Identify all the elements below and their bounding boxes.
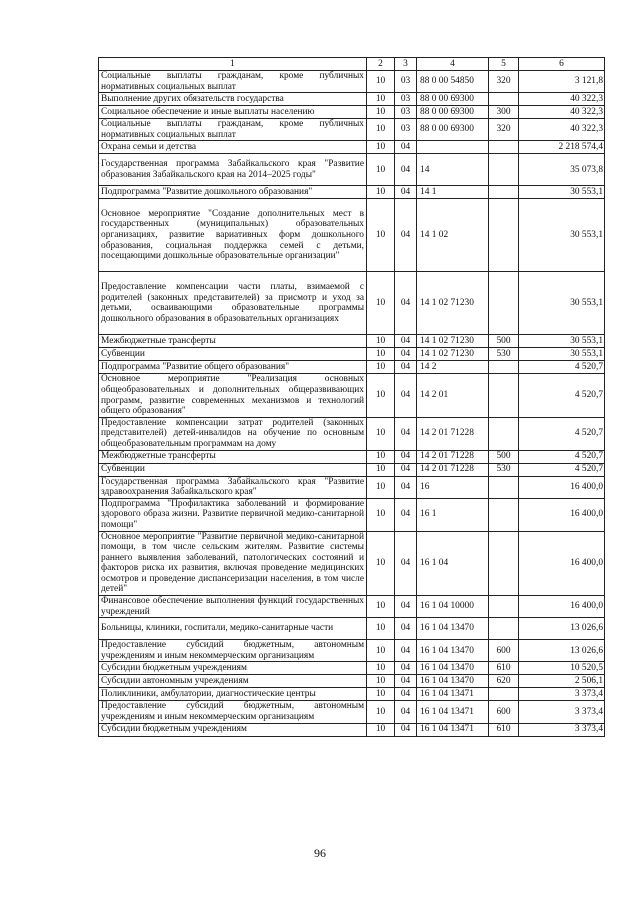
cell-section: 10 (367, 531, 395, 596)
table-row (99, 335, 605, 348)
cell-name: Предоставление субсидий бюджетным, автономным учреждениям и иным некоммерческим организациям (99, 640, 367, 662)
cell-amount: 30 553,1 (519, 186, 605, 199)
cell-subsection: 04 (395, 675, 417, 688)
cell-expense-type: 320 (489, 119, 519, 141)
budget-table-page (98, 57, 604, 737)
cell-section: 10 (367, 675, 395, 688)
cell-expense-type: 600 (489, 640, 519, 662)
cell-name: Социальные выплаты гражданам, кроме публичных нормативных социальных выплат (99, 119, 367, 141)
table-row (99, 701, 605, 723)
cell-subsection: 04 (395, 640, 417, 662)
cell-target-article: 16 1 04 13470 (417, 618, 489, 640)
table-row (99, 498, 605, 531)
cell-name: Субсидии бюджетным учреждениям (99, 723, 367, 736)
cell-amount: 16 400,0 (519, 596, 605, 618)
cell-target-article: 14 1 (417, 186, 489, 199)
table-row (99, 374, 605, 417)
cell-expense-type: 530 (489, 463, 519, 476)
cell-target-article: 14 (417, 154, 489, 186)
cell-amount: 16 400,0 (519, 476, 605, 498)
cell-name: Предоставление компенсации части платы, взимаемой с родителей (законных представителей) за присмотр и уход за детьми, осваивающими образовательные программы дошкольного образования в образовательных организациях (99, 272, 367, 335)
cell-expense-type: 500 (489, 335, 519, 348)
cell-section: 10 (367, 199, 395, 272)
cell-expense-type: 320 (489, 71, 519, 93)
cell-expense-type (489, 186, 519, 199)
cell-subsection: 04 (395, 154, 417, 186)
cell-subsection: 04 (395, 348, 417, 361)
cell-name: Субсидии бюджетным учреждениям (99, 662, 367, 675)
cell-name: Государственная программа Забайкальского края "Развитие образования Забайкальского края на 2014–2025 годы" (99, 154, 367, 186)
cell-amount: 3 373,4 (519, 701, 605, 723)
table-row (99, 476, 605, 498)
cell-subsection: 03 (395, 93, 417, 106)
cell-name: Основное мероприятие "Реализация основных общеобразовательных и дополнительных общеразвивающих программ, развитие современных механизмов и технологий общего образования" (99, 374, 367, 417)
cell-amount: 10 520,5 (519, 662, 605, 675)
table-row (99, 361, 605, 374)
cell-expense-type (489, 361, 519, 374)
cell-expense-type (489, 417, 519, 450)
cell-expense-type (489, 476, 519, 498)
cell-amount: 4 520,7 (519, 450, 605, 463)
cell-subsection: 04 (395, 463, 417, 476)
cell-expense-type (489, 688, 519, 701)
cell-amount: 40 322,3 (519, 106, 605, 119)
cell-section: 10 (367, 723, 395, 736)
table-row (99, 596, 605, 618)
cell-subsection: 04 (395, 596, 417, 618)
cell-section: 10 (367, 374, 395, 417)
cell-target-article: 14 2 (417, 361, 489, 374)
cell-amount: 16 400,0 (519, 498, 605, 531)
table-row (99, 71, 605, 93)
cell-target-article: 88 0 00 69300 (417, 119, 489, 141)
cell-amount: 4 520,7 (519, 463, 605, 476)
cell-amount: 40 322,3 (519, 119, 605, 141)
cell-amount: 3 121,8 (519, 71, 605, 93)
cell-expense-type: 610 (489, 723, 519, 736)
cell-target-article (417, 141, 489, 154)
cell-section: 10 (367, 71, 395, 93)
cell-subsection: 04 (395, 688, 417, 701)
cell-expense-type: 610 (489, 662, 519, 675)
cell-section: 10 (367, 662, 395, 675)
cell-subsection: 04 (395, 662, 417, 675)
cell-section: 10 (367, 498, 395, 531)
cell-name: Государственная программа Забайкальского края "Развитие здравоохранения Забайкальского края" (99, 476, 367, 498)
cell-target-article: 14 1 02 71230 (417, 348, 489, 361)
table-row (99, 450, 605, 463)
cell-target-article: 16 1 04 13471 (417, 701, 489, 723)
budget-table (98, 57, 605, 737)
cell-expense-type (489, 618, 519, 640)
cell-amount: 2 506,1 (519, 675, 605, 688)
cell-amount: 35 073,8 (519, 154, 605, 186)
cell-target-article: 16 (417, 476, 489, 498)
cell-target-article: 16 1 04 13471 (417, 688, 489, 701)
cell-name: Подпрограмма "Развитие общего образования" (99, 361, 367, 374)
cell-name: Поликлиники, амбулатории, диагностические центры (99, 688, 367, 701)
cell-subsection: 04 (395, 361, 417, 374)
cell-subsection: 04 (395, 335, 417, 348)
cell-expense-type (489, 93, 519, 106)
table-row (99, 662, 605, 675)
cell-name: Межбюджетные трансферты (99, 450, 367, 463)
cell-amount: 3 373,4 (519, 723, 605, 736)
table-row (99, 640, 605, 662)
page-number: 96 (314, 846, 326, 860)
cell-target-article: 16 1 04 13470 (417, 662, 489, 675)
cell-expense-type: 530 (489, 348, 519, 361)
cell-target-article: 14 1 02 71230 (417, 335, 489, 348)
table-header-row (99, 58, 605, 71)
cell-expense-type (489, 141, 519, 154)
cell-section: 10 (367, 450, 395, 463)
header-col-1: 1 (99, 58, 367, 71)
cell-name: Финансовое обеспечение выполнения функций государственных учреждений (99, 596, 367, 618)
cell-amount: 13 026,6 (519, 618, 605, 640)
table-row (99, 463, 605, 476)
cell-subsection: 03 (395, 119, 417, 141)
cell-expense-type (489, 498, 519, 531)
table-row (99, 531, 605, 596)
cell-amount: 30 553,1 (519, 348, 605, 361)
cell-subsection: 03 (395, 71, 417, 93)
cell-section: 10 (367, 596, 395, 618)
table-row (99, 119, 605, 141)
cell-section: 10 (367, 417, 395, 450)
cell-subsection: 04 (395, 723, 417, 736)
cell-section: 10 (367, 141, 395, 154)
cell-section: 10 (367, 186, 395, 199)
cell-amount: 30 553,1 (519, 272, 605, 335)
cell-target-article: 16 1 04 13470 (417, 640, 489, 662)
table-row (99, 199, 605, 272)
table-row (99, 723, 605, 736)
cell-amount: 4 520,7 (519, 417, 605, 450)
table-row (99, 272, 605, 335)
cell-subsection: 04 (395, 498, 417, 531)
cell-subsection: 04 (395, 272, 417, 335)
cell-name: Основное мероприятие "Развитие первичной медико-санитарной помощи, в том числе сельским жителям. Развитие системы раннего выявления заболеваний, патологических состояний и факторов риска их развития, включая проведение медицинских осмотров и проведение диспансеризации населения, в том числе детей" (99, 531, 367, 596)
cell-subsection: 04 (395, 701, 417, 723)
cell-name: Социальные выплаты гражданам, кроме публичных нормативных социальных выплат (99, 71, 367, 93)
cell-name: Социальное обеспечение и иные выплаты населению (99, 106, 367, 119)
cell-target-article: 88 0 00 69300 (417, 106, 489, 119)
cell-name: Подпрограмма "Развитие дошкольного образования" (99, 186, 367, 199)
cell-amount: 2 218 574,4 (519, 141, 605, 154)
cell-expense-type: 300 (489, 106, 519, 119)
cell-section: 10 (367, 154, 395, 186)
cell-target-article: 16 1 04 13471 (417, 723, 489, 736)
cell-subsection: 04 (395, 618, 417, 640)
table-row (99, 618, 605, 640)
cell-expense-type: 600 (489, 701, 519, 723)
cell-name: Подпрограмма "Профилактика заболеваний и формирование здорового образа жизни. Развитие первичной медико-санитарной помощи" (99, 498, 367, 531)
table-row (99, 675, 605, 688)
cell-section: 10 (367, 640, 395, 662)
cell-section: 10 (367, 361, 395, 374)
table-row (99, 141, 605, 154)
cell-subsection: 04 (395, 531, 417, 596)
cell-amount: 3 373,4 (519, 688, 605, 701)
cell-expense-type (489, 531, 519, 596)
table-row (99, 186, 605, 199)
cell-section: 10 (367, 476, 395, 498)
cell-name: Предоставление субсидий бюджетным, автономным учреждениям и иным некоммерческим организациям (99, 701, 367, 723)
cell-target-article: 14 2 01 71228 (417, 417, 489, 450)
cell-subsection: 04 (395, 417, 417, 450)
cell-expense-type: 500 (489, 450, 519, 463)
header-col-2: 2 (367, 58, 395, 71)
cell-amount: 13 026,6 (519, 640, 605, 662)
cell-name: Межбюджетные трансферты (99, 335, 367, 348)
header-col-4: 4 (417, 58, 489, 71)
cell-section: 10 (367, 463, 395, 476)
table-row (99, 688, 605, 701)
header-col-6: 6 (519, 58, 605, 71)
table-row (99, 154, 605, 186)
cell-target-article: 14 2 01 (417, 374, 489, 417)
cell-target-article: 16 1 04 (417, 531, 489, 596)
cell-subsection: 04 (395, 199, 417, 272)
cell-name: Охрана семьи и детства (99, 141, 367, 154)
header-col-3: 3 (395, 58, 417, 71)
table-row (99, 106, 605, 119)
cell-target-article: 14 1 02 (417, 199, 489, 272)
cell-expense-type (489, 154, 519, 186)
cell-name: Субвенции (99, 348, 367, 361)
cell-subsection: 04 (395, 374, 417, 417)
cell-target-article: 16 1 (417, 498, 489, 531)
cell-amount: 16 400,0 (519, 531, 605, 596)
cell-target-article: 16 1 04 13470 (417, 675, 489, 688)
cell-section: 10 (367, 618, 395, 640)
cell-amount: 30 553,1 (519, 199, 605, 272)
table-row (99, 93, 605, 106)
cell-name: Субвенции (99, 463, 367, 476)
cell-subsection: 04 (395, 450, 417, 463)
cell-target-article: 88 0 00 54850 (417, 71, 489, 93)
cell-expense-type (489, 596, 519, 618)
cell-target-article: 88 0 00 69300 (417, 93, 489, 106)
cell-name: Субсидии автономным учреждениям (99, 675, 367, 688)
cell-name: Основное мероприятие "Создание дополнительных мест в государственных (муниципальных) образовательных организациях, развитие вариативных форм дошкольного образования, социальная поддержка семей с детьми, посещающими дошкольные образовательные организации" (99, 199, 367, 272)
cell-target-article: 14 1 02 71230 (417, 272, 489, 335)
cell-target-article: 16 1 04 10000 (417, 596, 489, 618)
cell-section: 10 (367, 106, 395, 119)
cell-amount: 4 520,7 (519, 361, 605, 374)
cell-target-article: 14 2 01 71228 (417, 463, 489, 476)
cell-subsection: 03 (395, 106, 417, 119)
cell-amount: 40 322,3 (519, 93, 605, 106)
table-row (99, 417, 605, 450)
cell-amount: 30 553,1 (519, 335, 605, 348)
cell-amount: 4 520,7 (519, 374, 605, 417)
cell-expense-type (489, 199, 519, 272)
cell-expense-type: 620 (489, 675, 519, 688)
cell-subsection: 04 (395, 476, 417, 498)
cell-name: Предоставление компенсации затрат родителей (законных представителей) детей-инвалидов на обучение по основным общеобразовательным программам на дому (99, 417, 367, 450)
cell-expense-type (489, 374, 519, 417)
cell-section: 10 (367, 335, 395, 348)
cell-section: 10 (367, 348, 395, 361)
cell-section: 10 (367, 93, 395, 106)
cell-target-article: 14 2 01 71228 (417, 450, 489, 463)
cell-subsection: 04 (395, 186, 417, 199)
cell-section: 10 (367, 119, 395, 141)
cell-name: Больницы, клиники, госпитали, медико-санитарные части (99, 618, 367, 640)
cell-section: 10 (367, 701, 395, 723)
table-body (99, 71, 605, 737)
cell-section: 10 (367, 272, 395, 335)
table-row (99, 348, 605, 361)
cell-subsection: 04 (395, 141, 417, 154)
cell-section: 10 (367, 688, 395, 701)
cell-expense-type (489, 272, 519, 335)
cell-name: Выполнение других обязательств государства (99, 93, 367, 106)
header-col-5: 5 (489, 58, 519, 71)
